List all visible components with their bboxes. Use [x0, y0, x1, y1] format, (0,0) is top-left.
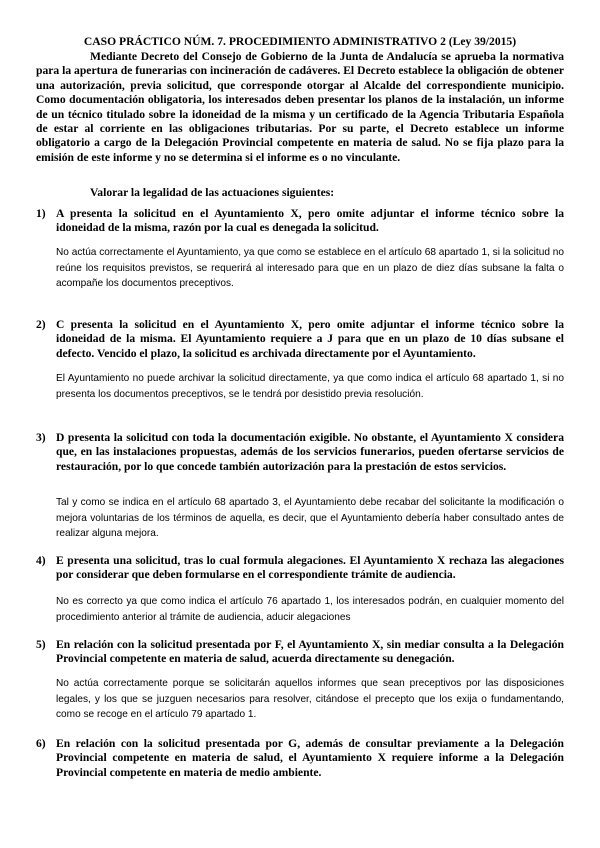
question-number: 3): [36, 431, 46, 444]
question-number: 2): [36, 318, 46, 331]
question-text: A presenta la solicitud en el Ayuntamiento X, pero omite adjuntar el informe técnico sobre la idoneidad de la misma, razón por la cual es denegada la solicitud.: [56, 207, 564, 235]
question-number: 6): [36, 737, 46, 750]
case-statement: Mediante Decreto del Consejo de Gobierno de la Junta de Andalucía se aprueba la normativa para la apertura de funerarias con incineración de cadáveres. El Decreto establece la obligación de obtener una autorización, previa solicitud, que corresponde otorgar al Alcalde del correspondiente municipio. Como documentación obligatoria, los interesados deben presentar los planos de la instalación, un informe de un técnico titulado sobre la idoneidad de la misma y un certificado de la Agencia Tributaria Española de estar al corriente en las obligaciones tributarias. Por su parte, el Decreto establece un informe obligatorio a cargo de la Delegación Provincial competente en materia de salud. No se fija plazo para la emisión de este informe y no se determina si el informe es o no vinculante.: [36, 50, 564, 164]
answer-5: No actúa correctamente porque se solicitarán aquellos informes que sean preceptivos por las disposiciones legales, y los que se juzguen necesarios para resolver, citándose el precepto que los exija o fundamentando, como se recoge en el artículo 79 apartado 1.: [56, 678, 564, 721]
question-4: [36, 554, 564, 583]
question-number: 4): [36, 554, 46, 567]
question-number: 5): [36, 638, 46, 651]
question-5: [36, 638, 564, 667]
question-text: C presenta la solicitud en el Ayuntamiento X, pero omite adjuntar el informe técnico sobre la idoneidad de la misma. El Ayuntamiento requiere a J para que en un plazo de 10 días subsane el defecto. Vencido el plazo, la solicitud es archivada directamente por el Ayuntamiento.: [56, 318, 564, 360]
question-1: [36, 207, 564, 236]
question-2: [36, 318, 564, 361]
answer-1: No actúa correctamente el Ayuntamiento, ya que como se establece en el artículo 68 apartado 1, si la solicitud no reúne los requisitos previstos, se requerirá al interesado para que en un plazo de diez días subsane la falta o acompañe los documentos preceptivos.: [56, 247, 564, 290]
answer-4: No es correcto ya que como indica el artículo 76 apartado 1, los interesados podrán, en cualquier momento del procedimiento anterior al trámite de audiencia, aducir alegaciones: [56, 596, 564, 623]
answer-3: Tal y como se indica en el artículo 68 apartado 3, el Ayuntamiento debe recabar del solicitante la modificación o mejora voluntarias de los términos de aquella, es decir, que el Ayuntamiento debería haber consultado antes de realizar alguna mejora.: [56, 497, 564, 540]
question-6: [36, 737, 564, 780]
question-3: [36, 431, 564, 474]
question-text: En relación con la solicitud presentada por G, además de consultar previamente a la Delegación Provincial competente en materia de salud, el Ayuntamiento X requiere informe a la Delegación Provincial competente en materia de medio ambiente.: [56, 737, 564, 779]
question-number: 1): [36, 207, 46, 220]
question-text: D presenta la solicitud con toda la documentación exigible. No obstante, el Ayuntamiento X considera que, en las instalaciones propuestas, además de los servicios funerarios, pueden ofertarse servicios de restauración, por lo que concede también autorización para la prestación de estos servicios.: [56, 431, 564, 473]
question-text: E presenta una solicitud, tras lo cual formula alegaciones. El Ayuntamiento X rechaza las alegaciones por considerar que deben formularse en el correspondiente trámite de audiencia.: [56, 554, 564, 582]
question-text: En relación con la solicitud presentada por F, el Ayuntamiento X, sin mediar consulta a la Delegación Provincial competente en materia de salud, acuerda directamente su denegación.: [56, 638, 564, 666]
instruction-text: Valorar la legalidad de las actuaciones siguientes:: [90, 186, 335, 199]
answer-2: El Ayuntamiento no puede archivar la solicitud directamente, ya que como indica el artículo 68 apartado 1, si no presenta los documentos preceptivos, se le tendrá por desistido previa resolución.: [56, 373, 564, 400]
document-title: CASO PRÁCTICO NÚM. 7. PROCEDIMIENTO ADMINISTRATIVO 2 (Ley 39/2015): [83, 35, 517, 48]
